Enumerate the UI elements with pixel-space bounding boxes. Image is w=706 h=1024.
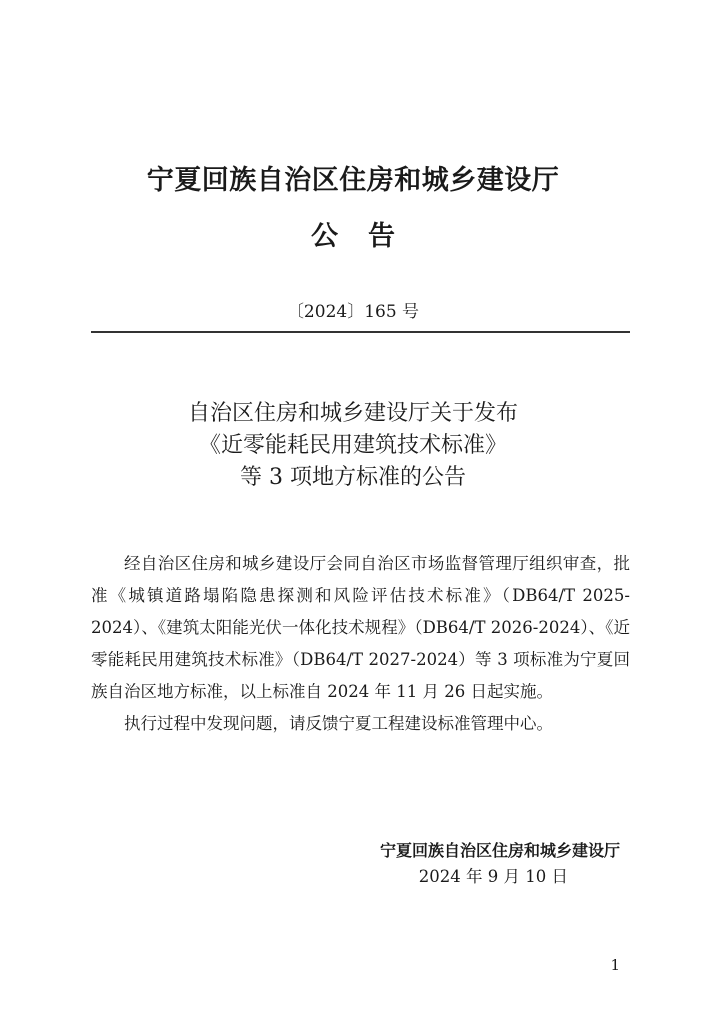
document-number: 〔2024〕165 号	[286, 302, 420, 322]
page-number: 1	[610, 956, 620, 974]
notice-title-line-1: 自治区住房和城乡建设厅关于发布	[187, 401, 518, 426]
signature-organization: 宁夏回族自治区住房和城乡建设厅	[379, 841, 620, 860]
signature-block	[300, 838, 620, 890]
notice-title-line-2: 《近零能耗民用建筑技术标准》	[198, 433, 507, 458]
document-type: 公告	[311, 221, 425, 252]
signature-date: 2024 年 9 月 10 日	[418, 867, 568, 886]
notice-title	[0, 398, 706, 494]
issuer-title: 宁夏回族自治区住房和城乡建设厅	[146, 165, 560, 196]
header-divider	[91, 331, 630, 333]
notice-title-line-3: 等 3 项地方标准的公告	[240, 465, 466, 490]
notice-body	[91, 548, 630, 740]
body-paragraph-2: 执行过程中发现问题，请反馈宁夏工程建设标准管理中心。	[124, 714, 553, 733]
body-paragraph-1: 经自治区住房和城乡建设厅会同自治区市场监督管理厅组织审查，批准《城镇道路塌陷隐患探测和风险评估技术标准》（DB64/T 2025-2024）、《建筑太阳能光伏一体化技术规程》（DB64/T 2026-2024）、《近零能耗民用建筑技术标准》（DB64/T 2027-2024）等 3 项标准为宁夏回族自治区地方标准，以上标准自 2024 年 11 月 26 日起实施。	[91, 554, 630, 701]
